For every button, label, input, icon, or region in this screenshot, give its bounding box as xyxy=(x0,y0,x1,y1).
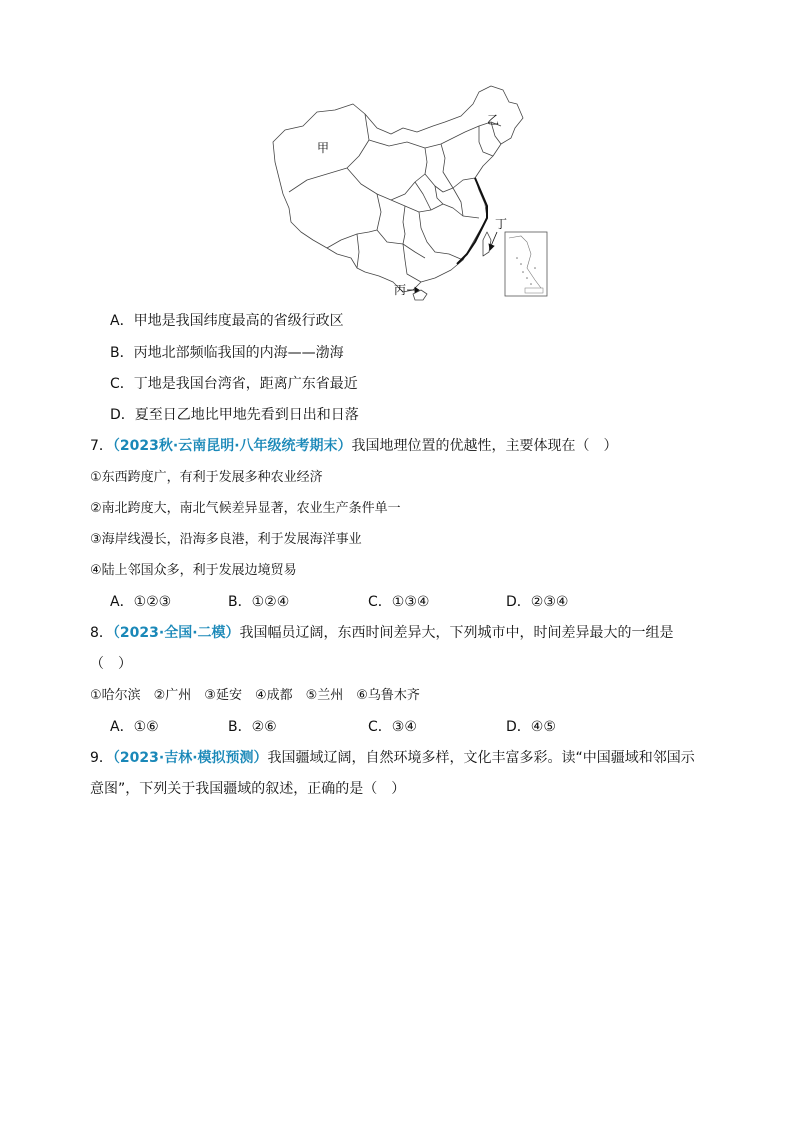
q6-option-b: B．丙地北部频临我国的内海——渤海 xyxy=(110,345,344,361)
china-province-map xyxy=(265,82,555,302)
q9-stem: 我国疆域辽阔，自然环境多样，文化丰富多彩。读“中国疆域和邻国示 xyxy=(267,750,695,766)
q7-stem: 我国地理位置的优越性，主要体现在（ ） xyxy=(351,438,618,454)
q7-choice-d: D．②③④ xyxy=(506,594,569,610)
q7-statement-2: ②南北跨度大，南北气候差异显著，农业生产条件单一 xyxy=(90,501,401,516)
q9-stem-line xyxy=(90,748,695,768)
q9-stem-continued: 意图”，下列关于我国疆域的叙述，正确的是（ ） xyxy=(90,781,406,797)
q8-choice-c: C．③④ xyxy=(368,719,417,735)
q6-option-c: C．丁地是我国台湾省，距离广东省最近 xyxy=(110,376,358,392)
q9-source: （2023·吉林·模拟预测） xyxy=(112,750,268,766)
q8-stem-continued: （ ） xyxy=(90,656,132,672)
q8-choice-d: D．④⑤ xyxy=(506,719,556,735)
south-china-sea-inset xyxy=(505,232,547,296)
q8-choice-b: B．②⑥ xyxy=(228,719,277,735)
label-bing: 丙 xyxy=(394,283,407,297)
label-ding: 丁 xyxy=(495,217,508,231)
q7-statement-3: ③海岸线漫长，沿海多良港，利于发展海洋事业 xyxy=(90,532,362,547)
q7-number: 7． xyxy=(90,438,113,454)
q7-stem-line xyxy=(90,436,618,456)
q7-statement-1: ①东西跨度广，有利于发展多种农业经济 xyxy=(90,470,323,485)
q8-choice-a: A．①⑥ xyxy=(110,719,159,735)
q9-number: 9． xyxy=(90,750,113,766)
q8-stem: 我国幅员辽阔，东西时间差异大，下列城市中，时间差异最大的一组是 xyxy=(239,625,674,641)
q6-option-a: A．甲地是我国纬度最高的省级行政区 xyxy=(110,313,344,329)
q7-choice-b: B．①②④ xyxy=(228,594,290,610)
q7-choice-c: C．①③④ xyxy=(368,594,430,610)
label-jia: 甲 xyxy=(317,141,330,155)
q7-choice-a: A．①②③ xyxy=(110,594,172,610)
label-yi: 乙 xyxy=(487,113,500,127)
q8-number: 8． xyxy=(90,625,113,641)
q7-source: （2023秋·云南昆明·八年级统考期末） xyxy=(112,438,352,454)
q8-stem-line xyxy=(90,623,674,643)
q8-cities: ①哈尔滨 ②广州 ③延安 ④成都 ⑤兰州 ⑥乌鲁木齐 xyxy=(90,688,420,703)
label-arrows xyxy=(407,232,497,293)
q8-source: （2023·全国·二模） xyxy=(112,625,240,641)
q6-option-d: D．夏至日乙地比甲地先看到日出和日落 xyxy=(110,407,359,423)
q7-statement-4: ④陆上邻国众多，利于发展边境贸易 xyxy=(90,563,297,578)
map-drawing xyxy=(265,82,555,302)
